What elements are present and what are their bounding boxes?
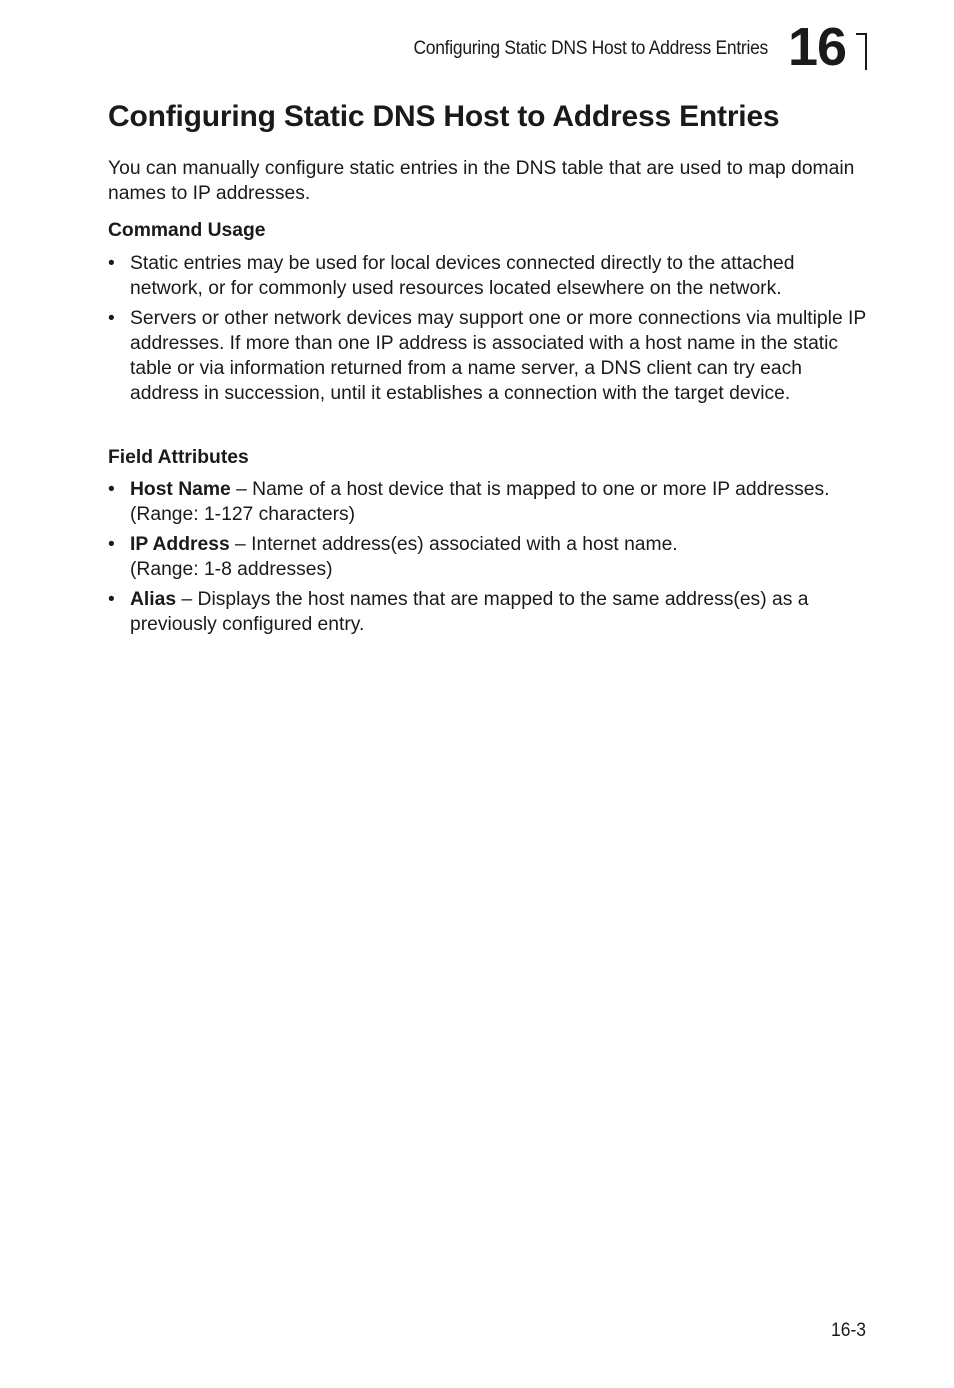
field-term: Host Name [130, 479, 231, 500]
bullet-glyph: • [108, 253, 115, 274]
bullet-glyph: • [108, 479, 115, 500]
field-term: IP Address [130, 534, 230, 555]
list-item [108, 306, 870, 406]
list-item [108, 587, 870, 637]
bullet-glyph: • [108, 534, 115, 555]
list-item-text: Static entries may be used for local devices connected directly to the attached network, or for commonly used resources located elsewhere on the network. [130, 253, 795, 299]
running-header: Configuring Static DNS Host to Address Entries [413, 38, 768, 59]
field-attributes-list [108, 477, 870, 642]
list-item [108, 477, 870, 527]
field-term: Alias [130, 589, 177, 610]
field-range: (Range: 1-127 characters) [130, 504, 356, 525]
chapter-tab-rule [865, 33, 867, 70]
command-usage-heading: Command Usage [108, 220, 266, 241]
chapter-number: 16 [788, 17, 847, 77]
intro-paragraph: You can manually configure static entries in the DNS table that are used to map domain names to IP addresses. [108, 158, 855, 204]
page-number: 16-3 [831, 1320, 866, 1341]
command-usage-list [108, 251, 870, 411]
field-description: – Internet address(es) associated with a host name. [229, 534, 678, 555]
list-item [108, 251, 870, 301]
list-item-text: Servers or other network devices may support one or more connections via multiple IP addresses. If more than one IP address is associated with a host name in the static table or via information returned from a name server, a DNS client can try each address in succession, until it establishes a connection with the target device. [130, 308, 866, 404]
bullet-glyph: • [108, 589, 115, 610]
field-attributes-heading: Field Attributes [108, 447, 249, 468]
field-description: – Name of a host device that is mapped to one or more IP addresses. [230, 479, 830, 500]
field-description: – Displays the host names that are mapped to the same address(es) as a previously configured entry. [130, 589, 809, 635]
field-range: (Range: 1-8 addresses) [130, 559, 333, 580]
list-item [108, 532, 870, 582]
page-title: Configuring Static DNS Host to Address Entries [108, 100, 780, 133]
bullet-glyph: • [108, 308, 115, 329]
